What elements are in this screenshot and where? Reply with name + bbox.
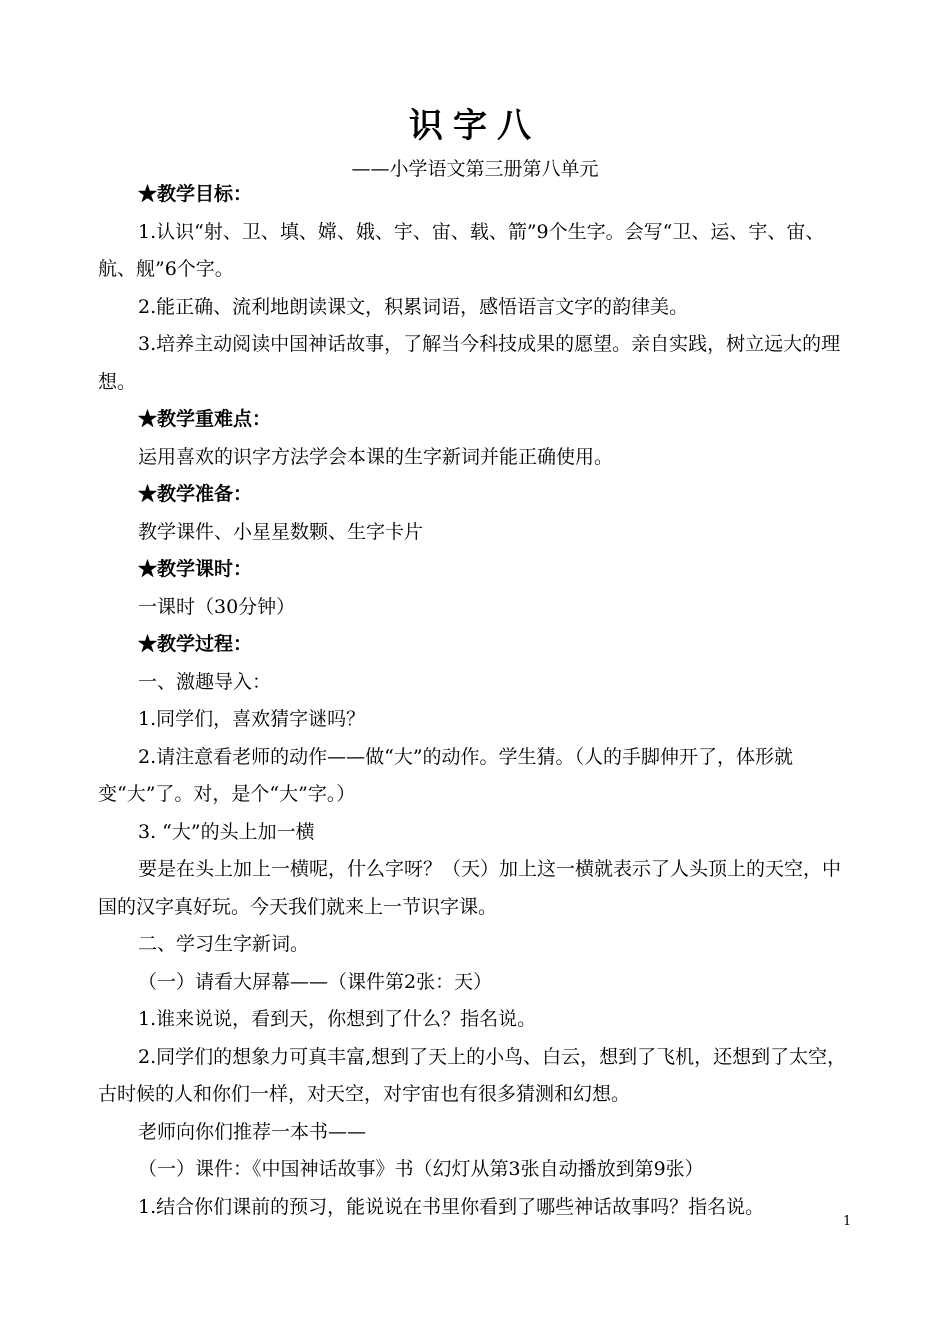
section-heading: ★教学课时： — [138, 558, 253, 580]
paragraph: 2.同学们的想象力可真丰富,想到了天上的小鸟、白云，想到了飞机，还想到了太空，古时候的人和你们一样，对天空，对宇宙也有很多猜测和幻想。 — [98, 1045, 847, 1105]
paragraph: 2.能正确、流利地朗读课文，积累词语，感悟语言文字的韵律美。 — [138, 295, 689, 318]
page-subtitle: ——小学语文第三册第八单元 — [351, 158, 599, 180]
paragraph: （一）课件：《中国神话故事》书（幻灯从第3张自动播放到第9张） — [138, 1158, 704, 1180]
paragraph: 2.请注意看老师的动作——做“大”的动作。学生猜。（人的手脚伸开了，体形就变“大”了。对，是个“大”字。） — [98, 745, 794, 805]
paragraph: 3.培养主动阅读中国神话故事，了解当今科技成果的愿望。亲自实践，树立远大的理想。 — [98, 333, 841, 393]
paragraph: 运用喜欢的识字方法学会本课的生字新词并能正确使用。 — [138, 445, 614, 468]
page-title: 识字八 — [409, 106, 541, 146]
paragraph: 1.同学们，喜欢猜字谜吗？ — [138, 708, 366, 730]
section-heading: ★教学目标： — [138, 183, 253, 205]
paragraph: （一）请看大屏幕——（课件第2张：天） — [138, 970, 493, 993]
section-heading: ★教学重难点： — [138, 408, 272, 430]
paragraph: 1.认识“射、卫、填、嫦、娥、宇、宙、载、箭”9个生字。会写“卫、运、宇、宙、航、舰”6个字。 — [98, 220, 825, 280]
section-heading: ★教学过程： — [138, 633, 253, 655]
document-body — [98, 176, 858, 1226]
paragraph: 1.谁来说说，看到天，你想到了什么？指名说。 — [138, 1008, 537, 1030]
paragraph: 一课时（30分钟） — [138, 595, 296, 618]
paragraph: 要是在头上加上一横呢，什么字呀？（天）加上这一横就表示了人头顶上的天空，中国的汉字真好玩。今天我们就来上一节识字课。 — [98, 858, 842, 918]
section-heading: ★教学准备： — [138, 483, 253, 505]
page-number: 1 — [843, 1214, 852, 1229]
paragraph: 1.结合你们课前的预习，能说说在书里你看到了哪些神话故事吗？指名说。 — [138, 1195, 765, 1218]
paragraph: 教学课件、小星星数颗、生字卡片 — [138, 520, 424, 543]
paragraph: 一、激趣导入： — [138, 670, 272, 693]
paragraph: 二、学习生字新词。 — [138, 933, 310, 955]
paragraph: 老师向你们推荐一本书—— — [138, 1120, 367, 1143]
paragraph: 3. “大”的头上加一横 — [138, 820, 315, 843]
